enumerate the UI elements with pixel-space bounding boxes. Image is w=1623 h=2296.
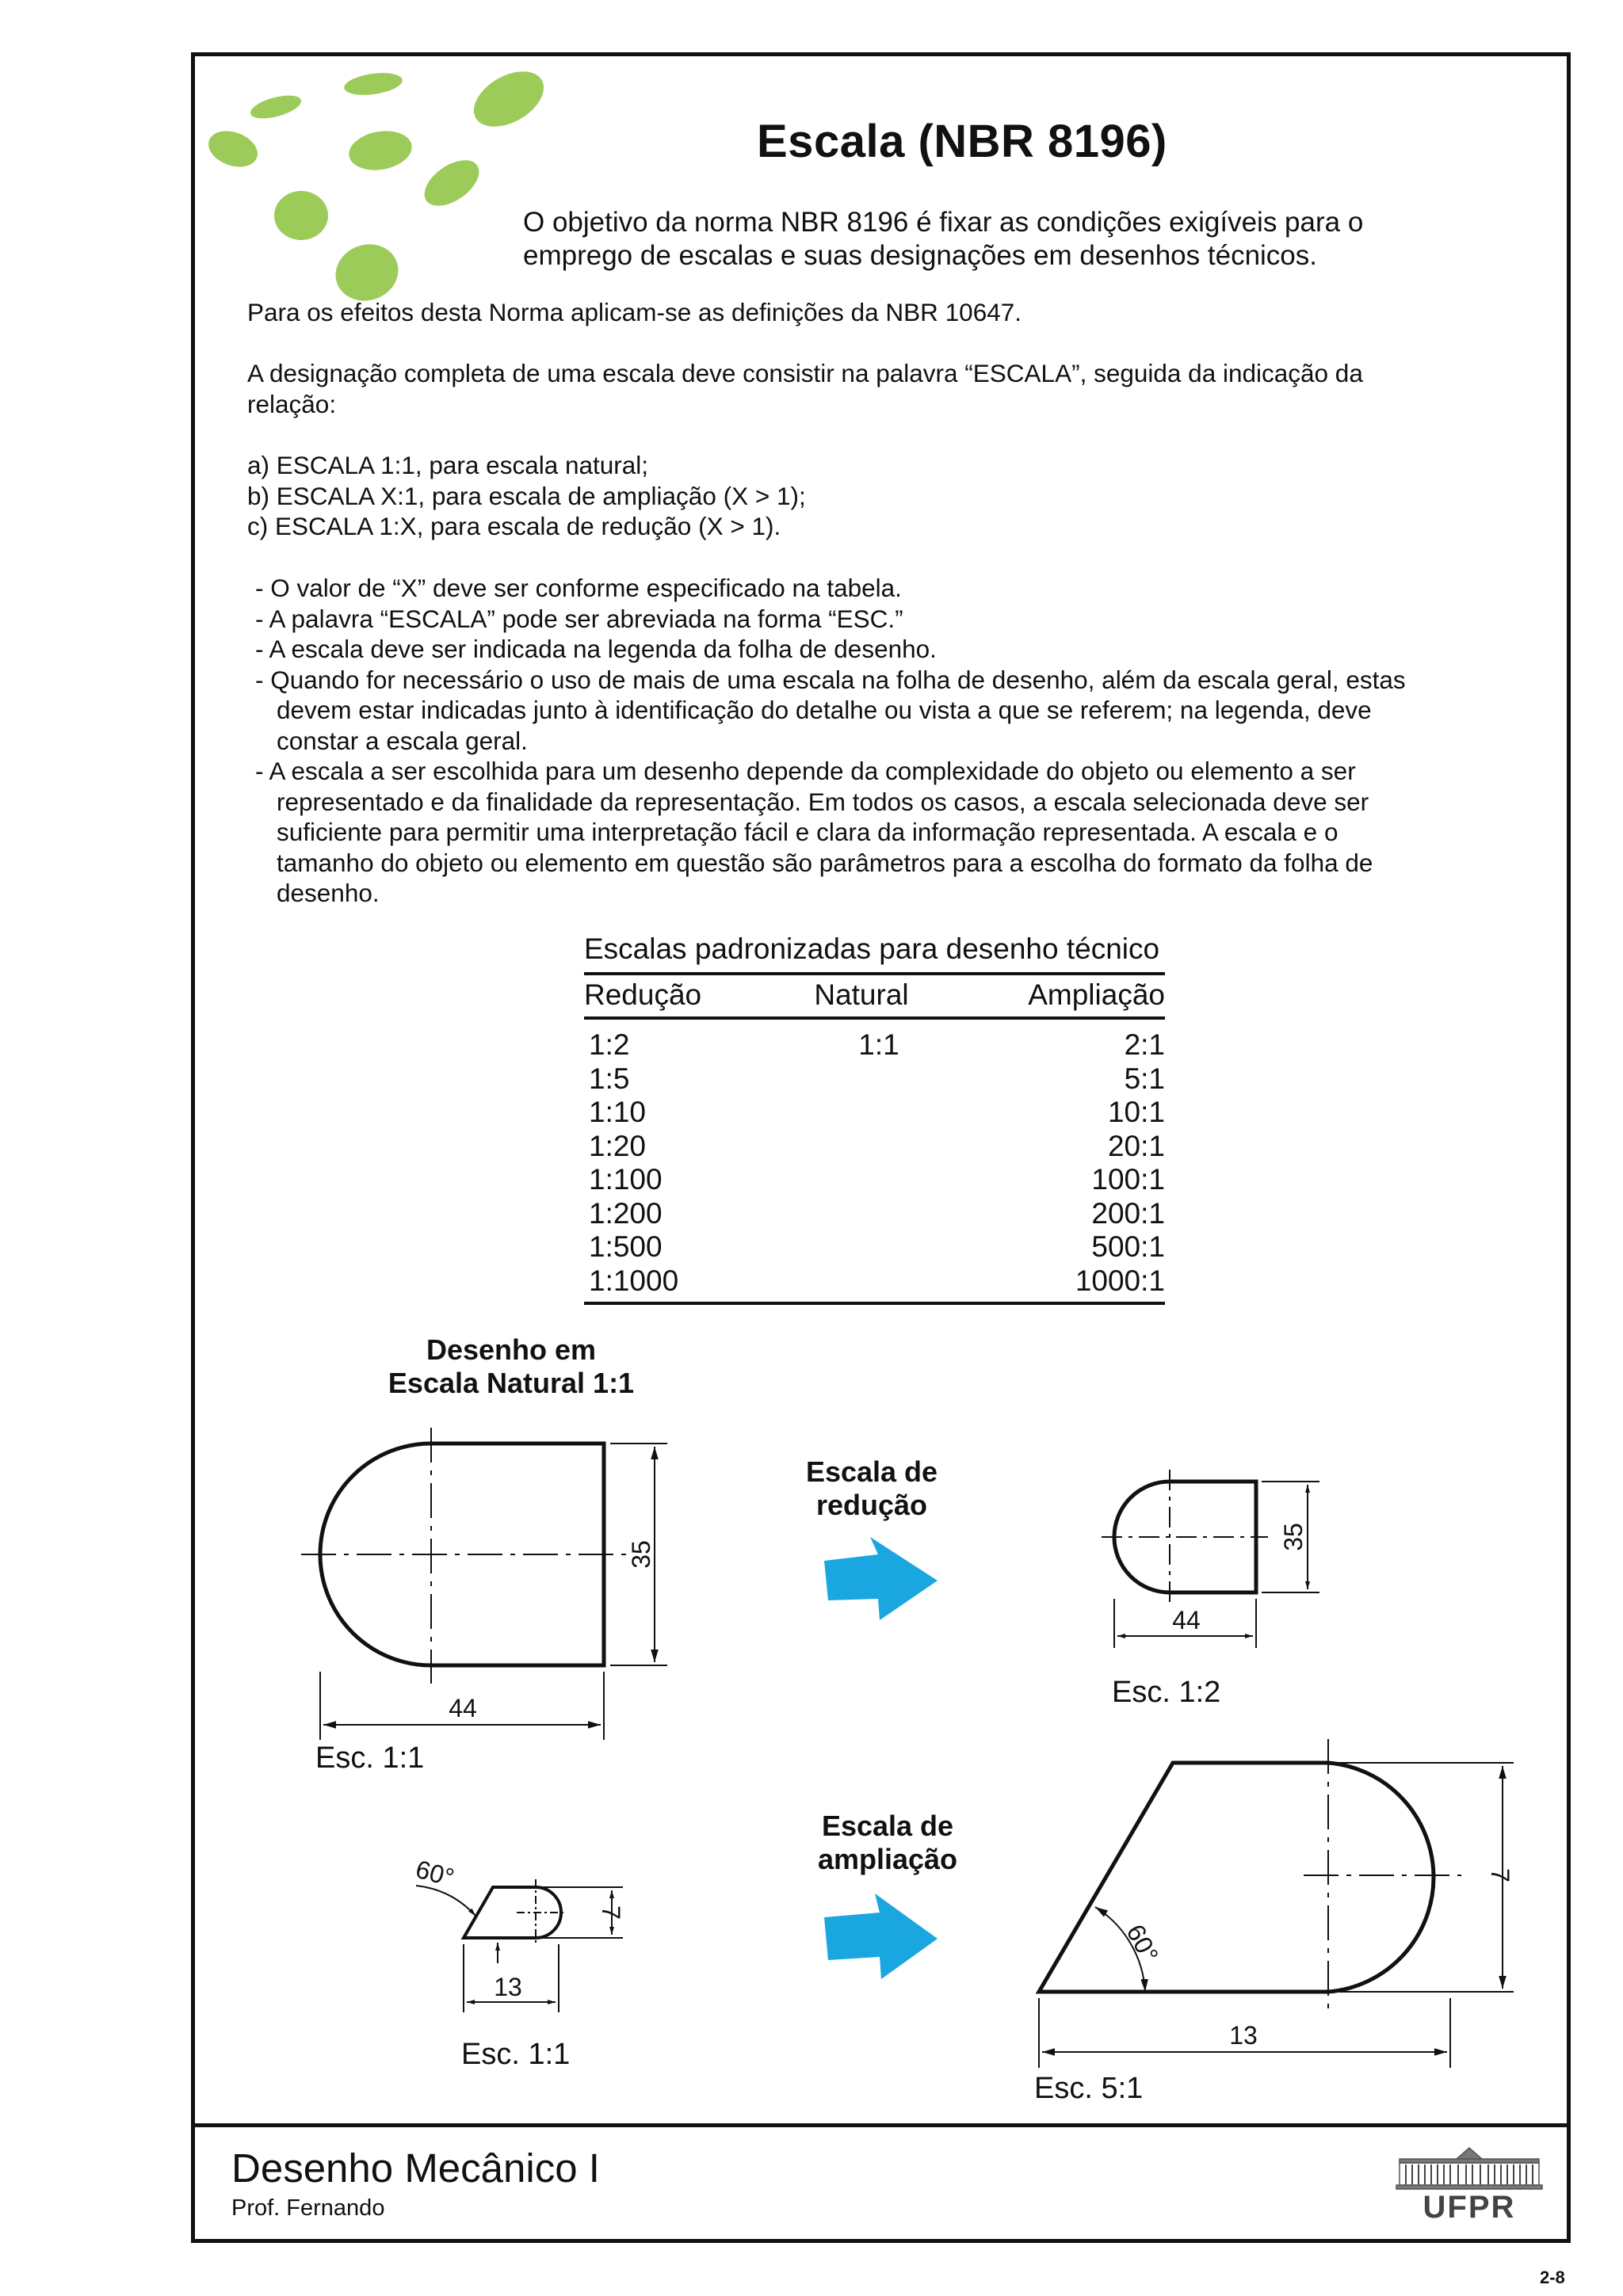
professor-name: Prof. Fernando <box>231 2195 385 2221</box>
list-item-line: - A escala a ser escolhida para um desenho depende da complexidade do objeto ou elemento a ser <box>255 757 1356 785</box>
table-cell-ampliacao: 20:1 <box>1107 1129 1165 1162</box>
esc-enlarged: Esc. 5:1 <box>1034 2072 1144 2105</box>
enlargement-label-line: ampliação <box>817 1843 958 1875</box>
list-item-line: constar a escala geral. <box>277 726 528 755</box>
list-item-line: devem estar indicadas junto à identificação do detalhe ou vista a que se referem; na legenda, deve <box>277 696 1372 724</box>
table-cell-reducao: 1:5 <box>589 1062 630 1095</box>
esc-natural-top: Esc. 1:1 <box>315 1741 425 1775</box>
natural-scale-title-line: Escala Natural 1:1 <box>388 1367 635 1399</box>
natural-scale-title-line: Desenho em <box>426 1333 597 1366</box>
table-cell-ampliacao: 2:1 <box>1124 1028 1165 1061</box>
enlarged-part-dimensions <box>1039 1763 1514 2068</box>
dim-13-enlarged: 13 <box>1229 2021 1258 2050</box>
list-item: - O valor de “X” deve ser conforme especificado na tabela. <box>255 574 902 602</box>
list-item-line: - Quando for necessário o uso de mais de uma escala na folha de desenho, além da escala geral, estas <box>255 665 1406 694</box>
ufpr-logo <box>1395 2142 1544 2221</box>
table-cell-reducao: 1:200 <box>589 1196 663 1230</box>
page-number: 2-8 <box>1540 2267 1565 2287</box>
reduction-arrow-icon <box>824 1537 938 1620</box>
ufpr-logo-text: UFPR <box>1423 2190 1516 2221</box>
enlarged-part-outline <box>1039 1763 1434 1992</box>
list-item-line: desenho. <box>277 879 380 907</box>
table-cell-reducao: 1:2 <box>589 1028 630 1061</box>
reduction-label-line: Escala de <box>805 1455 938 1488</box>
table-header-natural: Natural <box>814 978 909 1011</box>
enlargement-arrow-icon <box>824 1894 938 1979</box>
dim-60-small: 60° <box>412 1854 457 1893</box>
list-item-line: tamanho do objeto ou elemento em questão são parâmetros para a escolha do formato da folha de <box>277 848 1373 877</box>
list-item-line: suficiente para permitir uma interpretação fácil e clara da informação representada. A escala e o <box>277 818 1338 846</box>
page-title: Escala (NBR 8196) <box>757 116 1167 167</box>
list-item: a) ESCALA 1:1, para escala natural; <box>247 451 649 479</box>
dim-7-small: 7 <box>597 1905 625 1920</box>
table-cell-ampliacao: 10:1 <box>1107 1096 1165 1128</box>
reduction-label-line: redução <box>815 1489 928 1521</box>
list-item: - A escala deve ser indicada na legenda da folha de desenho. <box>255 635 937 663</box>
table-cell-ampliacao: 5:1 <box>1124 1062 1165 1095</box>
table-cell-ampliacao: 500:1 <box>1091 1230 1165 1263</box>
dim-35-natural: 35 <box>627 1540 655 1569</box>
dim-7-enlarged: 7 <box>1486 1868 1514 1882</box>
table-cell-reducao: 1:100 <box>589 1163 663 1196</box>
list-item: - A palavra “ESCALA” pode ser abreviada na forma “ESC.” <box>255 604 903 633</box>
table-cell-ampliacao: 100:1 <box>1091 1163 1165 1196</box>
paragraph-line: A designação completa de uma escala deve consistir na palavra “ESCALA”, seguida da indicação da <box>247 359 1363 387</box>
table-cell-reducao: 1:1000 <box>589 1264 679 1297</box>
reduced-part-dimensions <box>1114 1482 1319 1648</box>
enlargement-label-line: Escala de <box>821 1810 954 1842</box>
dim-44-natural: 44 <box>449 1694 477 1722</box>
dim-60-enlarged: 60° <box>1121 1920 1164 1967</box>
table-cell-ampliacao: 200:1 <box>1091 1196 1165 1230</box>
table-cell-ampliacao: 1000:1 <box>1075 1264 1165 1297</box>
dim-13-small: 13 <box>494 1973 522 2001</box>
reduced-part-centerlines <box>1102 1470 1268 1604</box>
list-item-line: representado e da finalidade da representação. Em todos os casos, a escala selecionada deve ser <box>277 787 1369 816</box>
course-title: Desenho Mecânico I <box>231 2145 600 2191</box>
table-header-reducao: Redução <box>584 978 702 1011</box>
table-cell-reducao: 1:500 <box>589 1230 663 1263</box>
esc-natural-bottom: Esc. 1:1 <box>461 2038 571 2071</box>
dim-35-reduced: 35 <box>1279 1523 1308 1551</box>
intro-line: O objetivo da norma NBR 8196 é fixar as condições exigíveis para o <box>523 207 1364 238</box>
intro-line: emprego de escalas e suas designações em desenhos técnicos. <box>523 240 1317 271</box>
small-part-centerlines <box>517 1879 564 1946</box>
dim-44-reduced: 44 <box>1172 1606 1201 1634</box>
natural-part-dimensions <box>320 1444 667 1740</box>
esc-reduced: Esc. 1:2 <box>1112 1676 1221 1709</box>
natural-part-centerlines <box>301 1428 626 1684</box>
table-header-ampliacao: Ampliação <box>1028 978 1165 1011</box>
table-cell-reducao: 1:20 <box>589 1129 647 1162</box>
table-caption: Escalas padronizadas para desenho técnico <box>584 933 1160 965</box>
paragraph: Para os efeitos desta Norma aplicam-se as definições da NBR 10647. <box>247 298 1022 326</box>
paragraph-line: relação: <box>247 389 337 418</box>
table-cell-reducao: 1:10 <box>589 1096 647 1128</box>
list-item: b) ESCALA X:1, para escala de ampliação (X > 1); <box>247 481 806 510</box>
list-item: c) ESCALA 1:X, para escala de redução (X > 1). <box>247 512 781 540</box>
table-cell-natural: 1:1 <box>858 1028 899 1061</box>
